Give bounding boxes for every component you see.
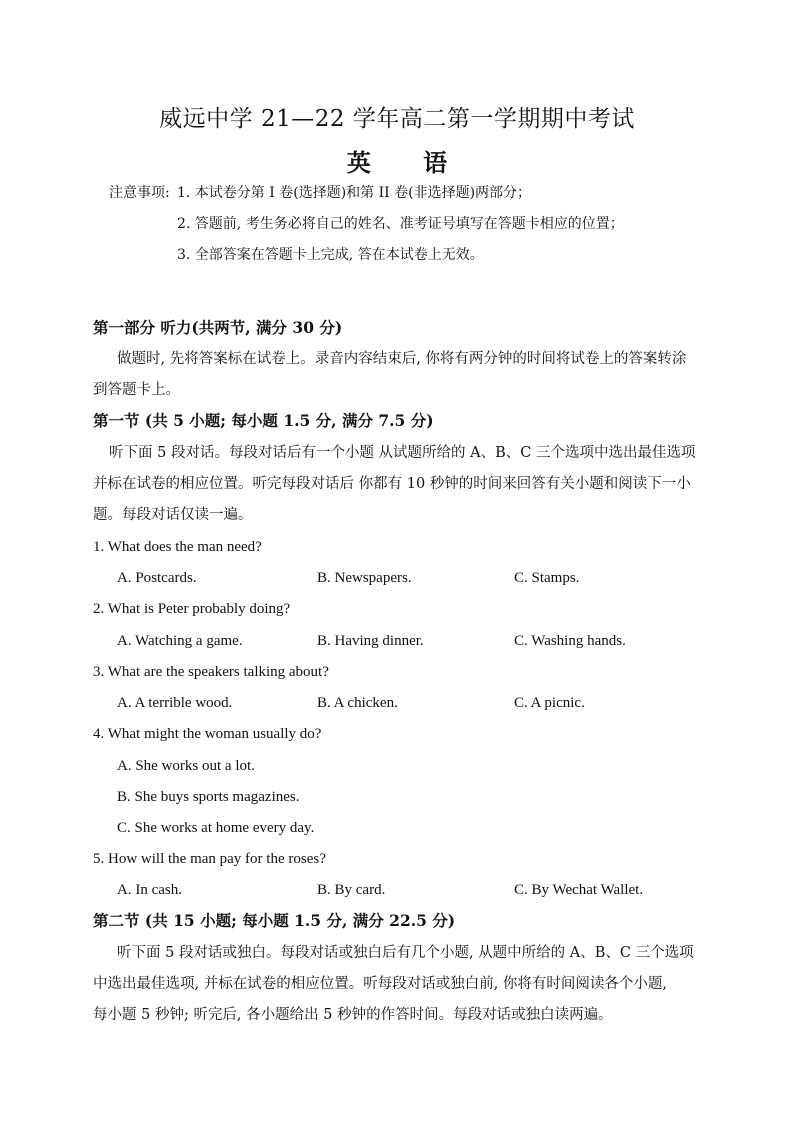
note-item-1: 1. 本试卷分第 I 卷(选择题)和第 II 卷(非选择题)两部分；: [177, 185, 532, 201]
question-3-option-a: A. A terrible wood.: [117, 695, 233, 711]
question-2-option-b: B. Having dinner.: [317, 633, 424, 649]
question-4-option-a: A. She works out a lot.: [117, 758, 255, 774]
note-item-2: 2. 答题前, 考生务必将自己的姓名、准考证号填写在答题卡相应的位置；: [177, 216, 624, 232]
question-4-option-b: B. She buys sports magazines.: [117, 789, 300, 805]
section1-intro-line-3: 题。每段对话仅读一遍。: [93, 507, 253, 523]
section2-intro-line-1: 听下面 5 段对话或独白。每段对话或独白后有几个小题, 从题中所给的 A、B、C 三个选项: [117, 945, 694, 961]
question-2-option-c: C. Washing hands.: [514, 633, 626, 649]
note-item-3: 3. 全部答案在答题卡上完成, 答在本试卷上无效。: [177, 247, 484, 263]
question-4-stem: 4. What might the woman usually do?: [93, 726, 322, 742]
question-5-stem: 5. How will the man pay for the roses?: [93, 851, 326, 867]
section1-intro-line-2: 并标在试卷的相应位置。听完每段对话后 你都有 10 秒钟的时间来回答有关小题和阅读下一小: [93, 476, 691, 492]
question-3-stem: 3. What are the speakers talking about?: [93, 664, 329, 680]
exam-title: 威远中学 21—22 学年高二第一学期期中考试: [159, 106, 635, 132]
question-4-option-c: C. She works at home every day.: [117, 820, 315, 836]
part1-heading: 第一部分 听力(共两节, 满分 30 分): [93, 318, 343, 337]
question-1-option-b: B. Newspapers.: [317, 570, 412, 586]
question-1-option-a: A. Postcards.: [117, 570, 197, 586]
question-1-stem: 1. What does the man need?: [93, 539, 262, 555]
question-5-option-c: C. By Wechat Wallet.: [514, 882, 644, 898]
section2-heading: 第二节 (共 15 小题; 每小题 1.5 分, 满分 22.5 分): [93, 911, 456, 930]
question-5-option-b: B. By card.: [317, 882, 386, 898]
question-5-option-a: A. In cash.: [117, 882, 182, 898]
part1-intro-line-1: 做题时, 先将答案标在试卷上。录音内容结束后, 你将有两分钟的时间将试卷上的答案转涂: [117, 351, 687, 367]
question-2-option-a: A. Watching a game.: [117, 633, 243, 649]
question-3-option-c: C. A picnic.: [514, 695, 585, 711]
question-1-option-c: C. Stamps.: [514, 570, 580, 586]
notes-label: 注意事项:: [109, 185, 170, 201]
subject-title: 英 语: [346, 148, 470, 177]
section2-intro-line-2: 中选出最佳选项, 并标在试卷的相应位置。听每段对话或独白前, 你将有时间阅读各个小题,: [93, 976, 668, 992]
part1-intro-line-2: 到答题卡上。: [93, 382, 180, 398]
section1-heading: 第一节 (共 5 小题; 每小题 1.5 分, 满分 7.5 分): [93, 411, 434, 430]
section2-intro-line-3: 每小题 5 秒钟; 听完后, 各小题给出 5 秒钟的作答时间。每段对话或独白读两遍。: [93, 1007, 613, 1023]
question-2-stem: 2. What is Peter probably doing?: [93, 601, 291, 617]
section1-intro-line-1: 听下面 5 段对话。每段对话后有一个小题 从试题所给的 A、B、C 三个选项中选出最佳选项: [109, 445, 696, 461]
question-3-option-b: B. A chicken.: [317, 695, 398, 711]
